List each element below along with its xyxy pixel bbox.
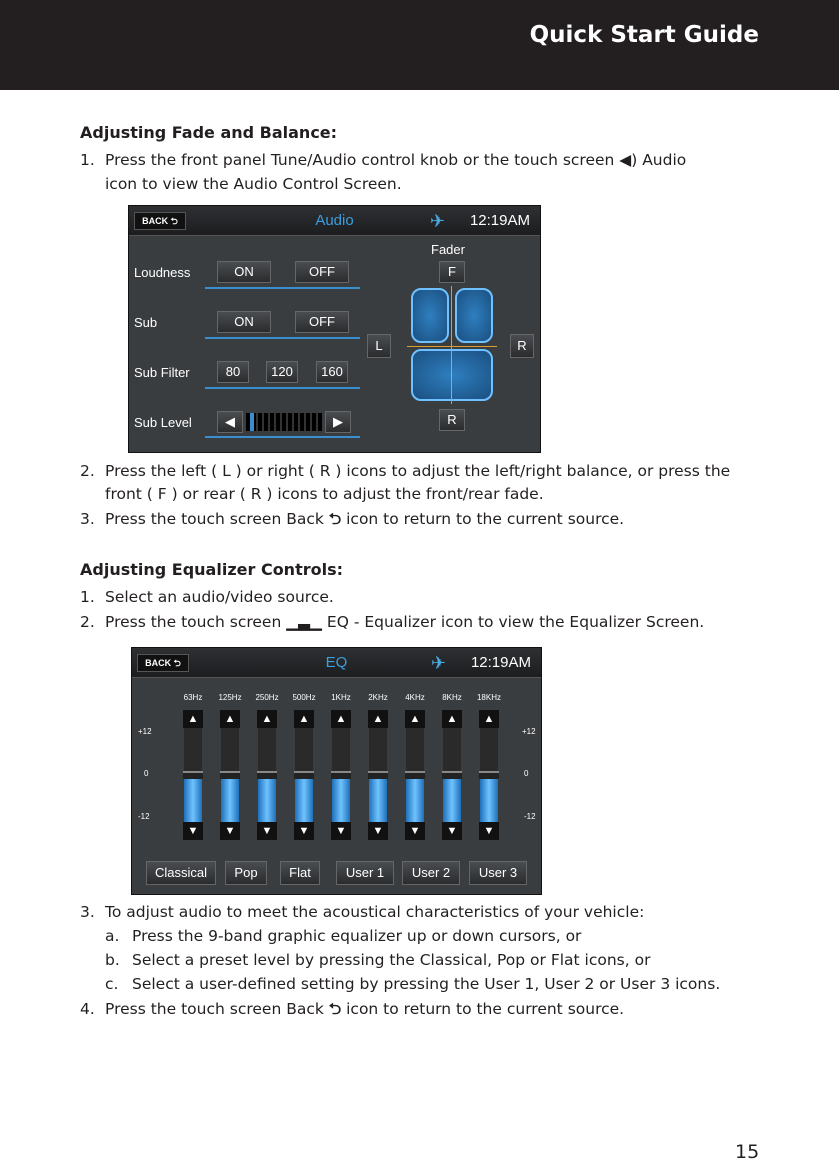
page-number: 15 [735,1141,760,1163]
band-down-button[interactable]: ▼ [257,822,277,840]
band-knob[interactable] [183,771,203,779]
band-level-fill [480,775,498,822]
band-level-fill [221,775,239,822]
step-text: Select a user-defined setting by pressing the User 1, User 2 or User 3 icons. [132,975,721,993]
screen-title: Audio [315,212,354,229]
sub-filter-160-button[interactable]: 160 [316,361,348,383]
step-text: Press the left ( L ) or right ( R ) icons to adjust the left/right balance, or press the [105,462,731,480]
band-knob[interactable] [479,771,499,779]
band-down-button[interactable]: ▼ [405,822,425,840]
clock: 12:19AM [469,212,530,229]
sub-filter-80-button[interactable]: 80 [217,361,249,383]
scale-label: +12 [138,727,152,736]
preset-button[interactable]: Pop [225,861,267,885]
divider [205,387,360,389]
sub-level-decrease-button[interactable]: ◀ [217,411,243,433]
fade-front-button[interactable]: F [439,261,465,283]
band-frequency-label: 2KHz [368,693,388,702]
step-number: a. [105,927,120,945]
band-knob[interactable] [331,771,351,779]
equalizer-icon: ▁▃▁ [286,613,322,631]
step-number: 4. [80,1000,95,1018]
back-arrow-icon: ⮌ [328,510,342,528]
band-frequency-label: 250Hz [255,693,279,702]
front-left-seat-icon [411,288,449,343]
band-down-button[interactable]: ▼ [479,822,499,840]
mute-icon[interactable]: ✈ [430,653,446,673]
fader-crosshair-horizontal [407,346,497,347]
band-frequency-label: 500Hz [292,693,316,702]
band-level-fill [332,775,350,822]
step-text [105,999,624,1019]
mute-icon[interactable]: ✈ [429,211,445,231]
band-level-fill [369,775,387,822]
band-knob[interactable] [294,771,314,779]
section-heading-fade: Adjusting Fade and Balance: [80,123,338,142]
band-frequency-label: 18KHz [476,693,501,702]
screen-title: EQ [325,654,348,671]
band-down-button[interactable]: ▼ [331,822,351,840]
audio-speaker-icon: ◀) [619,151,638,169]
band-up-button[interactable]: ▲ [442,710,462,728]
eq-band-slider[interactable] [368,710,388,840]
page-header [0,0,839,90]
band-knob[interactable] [257,771,277,779]
clock: 12:19AM [470,654,531,671]
fader-label: Fader [431,242,465,257]
sub-filter-label: Sub Filter [134,365,190,380]
band-frequency-label: 1KHz [331,693,351,702]
step-number: c. [105,975,119,993]
step-text-part: icon to return to the current source. [346,1000,625,1018]
step-text-part: Press the touch screen Back [105,1000,324,1018]
band-up-button[interactable]: ▲ [405,710,425,728]
eq-band-slider[interactable] [257,710,277,840]
band-frequency-label: 125Hz [218,693,242,702]
scale-label: -12 [524,812,536,821]
step-text: icon to view the Audio Control Screen. [105,175,402,193]
sub-level-indicator [250,413,254,431]
loudness-label: Loudness [134,265,191,280]
step-text [105,612,704,632]
screen-topbar [129,206,540,236]
loudness-off-button[interactable]: OFF [295,261,349,283]
band-up-button[interactable]: ▲ [220,710,240,728]
band-level-fill [184,775,202,822]
step-text-part: icon to return to the current source. [346,510,625,528]
loudness-on-button[interactable]: ON [217,261,271,283]
band-up-button[interactable]: ▲ [294,710,314,728]
sub-level-slider[interactable] [246,413,322,431]
balance-right-button[interactable]: R [510,334,534,358]
scale-label: 0 [524,769,529,778]
step-text: Press the 9-band graphic equalizer up or down cursors, or [132,927,582,945]
preset-button[interactable]: User 3 [469,861,527,885]
eq-band-slider[interactable] [294,710,314,840]
eq-band-slider[interactable] [220,710,240,840]
divider [205,287,360,289]
sub-on-button[interactable]: ON [217,311,271,333]
equalizer-screen [131,647,542,895]
band-down-button[interactable]: ▼ [220,822,240,840]
divider [205,337,360,339]
back-button[interactable]: BACK ⮌ [137,654,189,672]
step-number: 2. [80,462,95,480]
sub-off-button[interactable]: OFF [295,311,349,333]
eq-band-slider[interactable] [442,710,462,840]
band-knob[interactable] [442,771,462,779]
band-down-button[interactable]: ▼ [183,822,203,840]
step-number: 1. [80,151,95,169]
band-down-button[interactable]: ▼ [294,822,314,840]
section-heading-eq: Adjusting Equalizer Controls: [80,560,344,579]
step-number: b. [105,951,120,969]
band-up-button[interactable]: ▲ [183,710,203,728]
eq-band-slider[interactable] [479,710,499,840]
band-level-fill [406,775,424,822]
band-up-button[interactable]: ▲ [331,710,351,728]
fade-rear-button[interactable]: R [439,409,465,431]
scale-label: -12 [138,812,150,821]
divider [205,436,360,438]
step-number: 3. [80,510,95,528]
eq-band-slider[interactable] [183,710,203,840]
band-up-button[interactable]: ▲ [257,710,277,728]
sub-label: Sub [134,315,158,330]
screen-topbar [132,648,541,678]
sub-filter-120-button[interactable]: 120 [266,361,298,383]
step-text-part: Press the touch screen Back [105,510,324,528]
step-text [105,150,686,170]
step-text: Select a preset level by pressing the Classical, Pop or Flat icons, or [132,951,651,969]
step-number: 3. [80,903,95,921]
band-up-button[interactable]: ▲ [368,710,388,728]
step-number: 2. [80,613,95,631]
rear-seat-icon [411,349,493,401]
preset-button[interactable]: User 1 [336,861,394,885]
step-text-part: Audio [642,151,687,169]
eq-band-slider[interactable] [405,710,425,840]
audio-control-screen [128,205,541,453]
balance-left-button[interactable]: L [367,334,391,358]
fader-crosshair-vertical [451,286,452,404]
band-level-fill [443,775,461,822]
scale-label: 0 [144,769,149,778]
header-title: Quick Start Guide [529,22,759,48]
sub-level-increase-button[interactable]: ▶ [325,411,351,433]
band-knob[interactable] [368,771,388,779]
band-level-fill [258,775,276,822]
band-frequency-label: 8KHz [442,693,462,702]
band-down-button[interactable]: ▼ [368,822,388,840]
eq-band-slider[interactable] [331,710,351,840]
step-text [105,509,624,529]
back-button[interactable]: BACK ⮌ [134,212,186,230]
preset-button[interactable]: Classical [146,861,216,885]
step-text-part: Press the touch screen [105,613,282,631]
band-frequency-label: 63Hz [183,693,203,702]
band-up-button[interactable]: ▲ [479,710,499,728]
front-right-seat-icon [455,288,493,343]
preset-button[interactable]: User 2 [402,861,460,885]
band-knob[interactable] [220,771,240,779]
step-number: 1. [80,588,95,606]
step-text: Select an audio/video source. [105,588,334,606]
scale-label: +12 [522,727,536,736]
preset-button[interactable]: Flat [280,861,320,885]
back-arrow-icon: ⮌ [328,1000,342,1018]
band-level-fill [295,775,313,822]
step-text-part: Press the front panel Tune/Audio control knob or the touch screen [105,151,615,169]
sub-level-label: Sub Level [134,415,192,430]
step-text: front ( F ) or rear ( R ) icons to adjust the front/rear fade. [105,485,544,503]
step-text-part: EQ - Equalizer icon to view the Equalizer Screen. [326,613,705,631]
step-text: To adjust audio to meet the acoustical characteristics of your vehicle: [105,903,645,921]
band-down-button[interactable]: ▼ [442,822,462,840]
band-frequency-label: 4KHz [405,693,425,702]
band-knob[interactable] [405,771,425,779]
